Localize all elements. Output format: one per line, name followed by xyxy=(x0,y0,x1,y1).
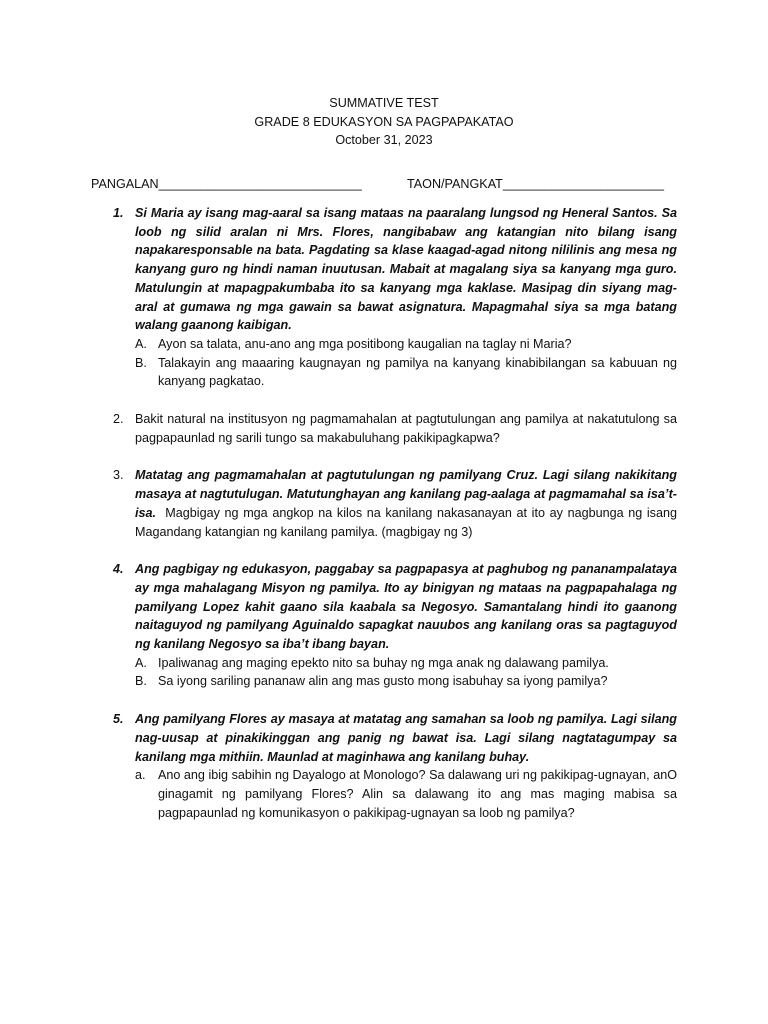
sub-question xyxy=(135,654,677,673)
sub-question-letter: a. xyxy=(135,768,146,783)
sub-question-text: Sa iyong sariling pananaw alin ang mas gusto mong isabuhay sa iyong pamilya? xyxy=(158,674,608,689)
sub-question-text: Ano ang ibig sabihin ng Dayalogo at Monologo? Sa dalawang uri ng pakikipag-ugnayan, anO ginagamit ng pamilyang Flores? Alin sa dalawang ito ang mas maging mabisa sa pagpapaunlad ng komunikasyon o pakikipag-ugnayan sa loob ng pamilya? xyxy=(158,768,677,820)
question-item xyxy=(113,466,677,541)
sub-question-list xyxy=(135,335,677,391)
question-number: 4. xyxy=(113,562,124,577)
question-instruction: Magbigay ng mga angkop na kilos na kanilang nakasanayan at ito ay nagbunga ng isang Magandang katangian ng kanilang pamilya. (magbigay ng 3) xyxy=(135,505,677,539)
test-title: SUMMATIVE TEST xyxy=(329,96,439,110)
question-number: 1. xyxy=(113,206,124,220)
sub-question-letter: B. xyxy=(135,355,147,370)
question-text: Matatag ang pagmamahalan at pagtutulungan ng pamilyang Cruz. Lagi silang nakikitang masaya at nagtutulugan. Matutunghayan ang kanilang pag-aalaga at pagmamahal sa isa’t-isa. xyxy=(135,468,677,520)
document-header xyxy=(0,94,768,150)
question-text: Ang pagbigay ng edukasyon, paggabay sa pagpapasya at paghubog ng pananampalataya ay mga mahalagang Misyon ng pamilya. Ito ay binigyan ng mataas na pagpapahalaga ng pamilyang Lopez kahit gaano sila kaabala sa Negosyo. Samantalang hindi ito gaanong naitaguyod ng pamilyang Aguinaldo sapagkat nauubos ang kanilang oras sa pagtaguyod ng kanilang Negosyo sa iba’t ibang bayan. xyxy=(135,562,677,652)
sub-question-list xyxy=(135,654,677,691)
test-date: October 31, 2023 xyxy=(335,133,433,147)
student-info-fields xyxy=(91,175,691,195)
question-number: 2. xyxy=(113,412,124,427)
question-item xyxy=(113,560,677,691)
sub-question-letter: A. xyxy=(135,336,147,351)
sub-question-letter: A. xyxy=(135,655,147,670)
question-number: 5. xyxy=(113,712,124,727)
sub-question-list xyxy=(135,766,677,822)
sub-question-letter: B. xyxy=(135,674,147,689)
sub-question xyxy=(135,335,677,354)
question-number: 3. xyxy=(113,468,124,483)
sub-question xyxy=(135,766,677,822)
question-text: Ang pamilyang Flores ay masaya at matatag ang samahan sa loob ng pamilya. Lagi silang nag-uusap at pinakikinggan ang panig ng bawat isa. Lagi silang nagtatagumpay sa kanilang mga mithiin. Maunlad at maginhawa ang kanilang buhay. xyxy=(135,712,677,764)
section-field: TAON/PANGKAT_______________________ xyxy=(407,177,664,191)
question-item xyxy=(113,410,677,447)
question-paragraph xyxy=(135,466,677,541)
question-text: Bakit natural na institusyon ng pagmamahalan at pagtutulungan ang pamilya at nakatutulong sa pagpapaunlad ng sarili tungo sa makabuluhang pakikipagkapwa? xyxy=(135,412,677,445)
sub-question-text: Talakayin ang maaaring kaugnayan ng pamilya na kanyang kinabibilangan sa kabuuan ng kanyang pagkatao. xyxy=(158,355,677,389)
sub-question-text: Ayon sa talata, anu-ano ang mga positibong kaugalian na taglay ni Maria? xyxy=(158,336,572,351)
question-item xyxy=(113,710,677,822)
question-item xyxy=(113,204,677,391)
name-field: PANGALAN_____________________________ xyxy=(91,177,362,191)
sub-question xyxy=(135,672,677,691)
question-text: Si Maria ay isang mag-aaral sa isang mataas na paaralang lungsod ng Heneral Santos. Sa loob ng silid aralan ni Mrs. Flores, nangibabaw ang katangian nito bilang isang napakaresponsable na bata. Pagdating sa klase kaagad-agad nitong nililinis ang mesa ng kanyang guro ng hindi naman inuutusan. Mabait at magalang siya sa kanyang mga guro. Matulungin at mapagpakumbaba ito sa kanyang mga kaklase. Masipag din siyang mag-aral at gumawa ng mga gawain sa bawat asignatura. Mapagmahal siya sa mga batang walang gaanong kaibigan. xyxy=(135,206,677,333)
sub-question-text: Ipaliwanag ang maging epekto nito sa buhay ng mga anak ng dalawang pamilya. xyxy=(158,655,609,670)
sub-question xyxy=(135,354,677,391)
question-list xyxy=(113,204,677,841)
test-subject: GRADE 8 EDUKASYON SA PAGPAPAKATAO xyxy=(254,114,514,129)
